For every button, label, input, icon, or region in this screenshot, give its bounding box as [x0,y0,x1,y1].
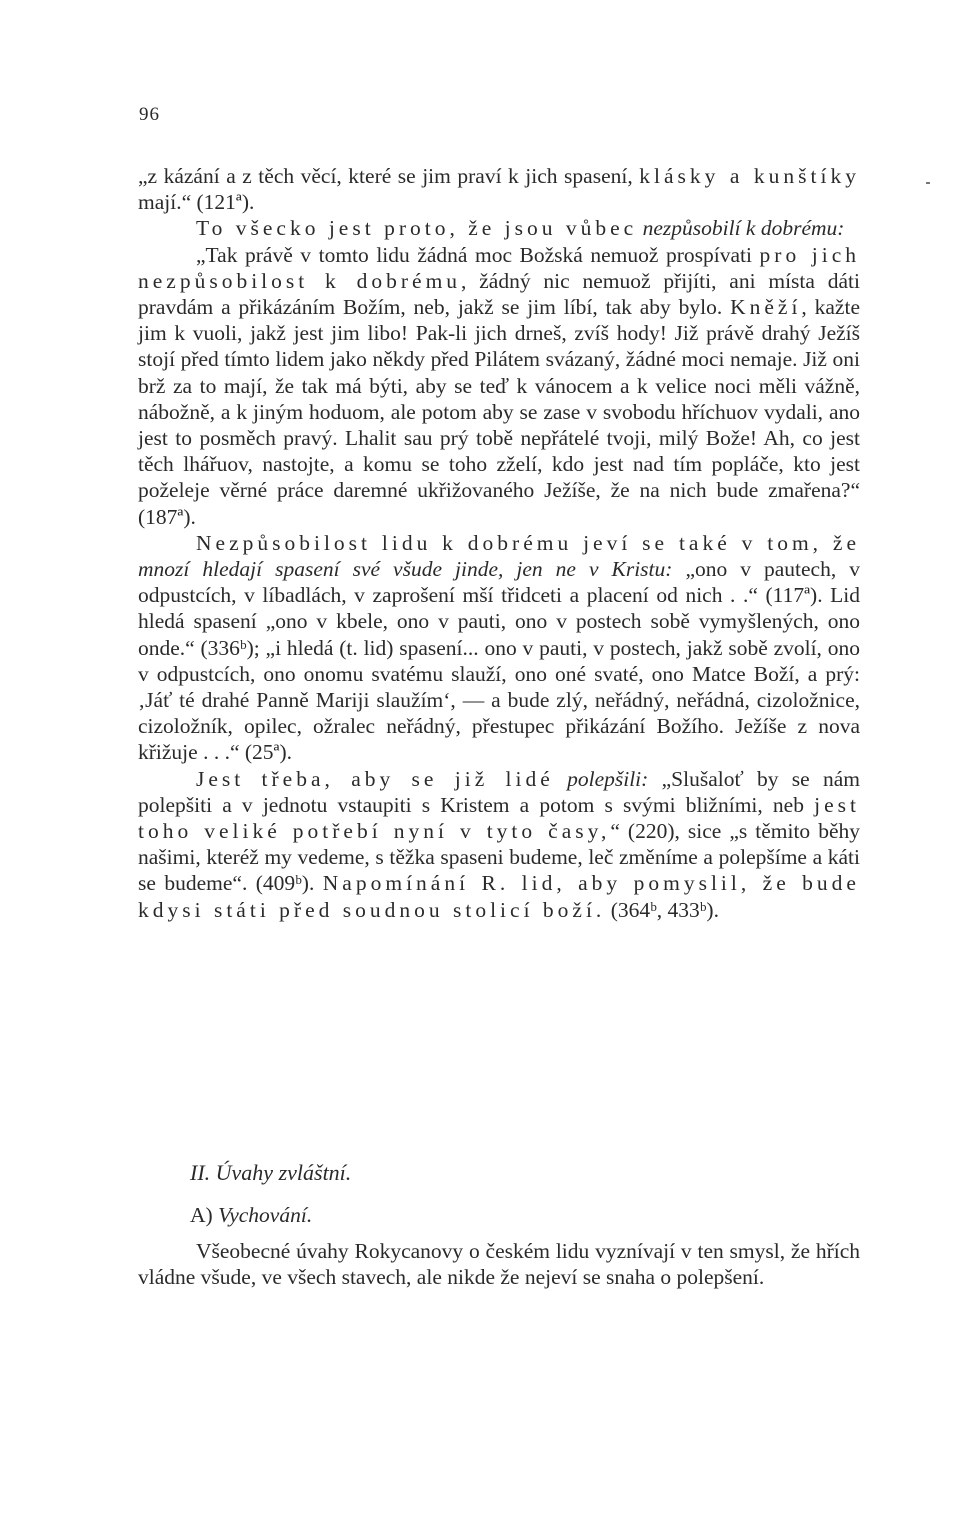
page-number: 96 [139,104,160,125]
spaced-emphasis: To všecko jest proto, že jsou vůbec [196,216,638,241]
spaced-emphasis: jest toho veliké potřebí nyní v tyto časy, [138,792,860,844]
main-text [138,163,860,923]
spaced-emphasis: pro jich nezpůsobilost k dobrému [138,242,860,293]
spaced-emphasis: klásky a kunštíky [639,164,860,188]
spaced-emphasis: Napomínání R. lid, aby pomyslil, že bude kdysi státi před soudnou stolicí boží. [138,871,860,922]
paragraph-2 [138,215,860,241]
paragraph-1: „z kázání a z těch věcí, které se jim praví k jich spasení, klásky a kunštíky mají.“ (121ª). [138,164,860,215]
italic-emphasis: mnozí hledají spasení své všude jinde, jen ne v Kristu: [138,557,673,582]
paragraph-5: Jest třeba, aby se již lidé polepšili: „Slušaloť by se nám polepšiti a v jednotu vstaupiti s Kristem a potom s svými bližními, neb jest toho veliké potřebí nyní v tyto časy,“ (220), sice „s těmito běhy našimi, kteréž my vedeme, s těžka spaseni budeme, leč změníme a polepšíme a káti se budeme“. (409ᵇ). Napomínání R. lid, aby pomyslil, že bude kdysi státi před soudnou stolicí boží. (364ᵇ, 433ᵇ). [138,766,861,922]
section-heading: II. Úvahy zvláštní. [190,1160,352,1185]
spaced-emphasis: Nezpůsobilost lidu k dobrému jeví se také v tom, že [196,530,860,555]
paragraph-6: Všeobecné úvahy Rokycanovy o českém lidu vyznívají v ten smysl, že hřích vládne všude, ve všech stavech, ale nikde že nejeví se snaha o polepšení. [138,1239,860,1290]
subsection-heading [190,1203,312,1228]
margin-mark [926,182,930,184]
spaced-emphasis: Kněží [730,295,802,320]
spaced-emphasis: Jest třeba, aby se již lidé [196,766,554,791]
italic-emphasis: polepšili: [553,766,649,791]
subsection-title: Vychování. [218,1203,313,1227]
italic-emphasis: nezpůsobilí k dobrému: [637,216,845,241]
paragraph-3: „Tak právě v tomto lidu žádná moc Božská nemuož prospívati pro jich nezpůsobilost k dobrému, žádný nic nemuož přijíti, ani místa dáti pravdám a přikázáním Božím, neb, jakž se jim líbí, tak aby bylo. Kněží, kažte jim k vuoli, jakž jest jim libo! Pak-li jich drneš, zvíš hody! Již právě drahý Ježíš stojí před tímto lidem jako někdy před Pilátem svázaný, žádné moci nemaje. Již oni brž za to mají, že tak má býti, aby se teď k vánocem a k velice noci měli vážně, nábožně, a k jiným hoduom, ale potom aby se zase v svobodu hříchuov vydali, ano jest to posměch pravý. Lhalit sau prý tobě nepřátelé tvoji, milý Bože! Ah, co jest těch lhářuov, nastojte, a komu se toho zželí, kdo jest nad tím popláče, kto jest poželeje věrné práce daremné ukřižovaného Ježíše, že na nich bude zmařena?“ (187ª). [138,242,860,529]
subsection-letter: A) [190,1203,213,1227]
section-text [138,1238,860,1290]
paragraph-4: Nezpůsobilost lidu k dobrému jeví se také v tom, že mnozí hledají spasení své všude jinde, jen ne v Kristu: „ono v pautech, v odpustcích, v líbadlách, v zaprošení mší třidceti a placení od nich . .“ (117ª). Lid hledá spasení „ono v kbele, ono v pauti, ono v postech sobě vymyšlených, ono onde.“ (336ᵇ); „i hledá (t. lid) spasení... ono v pauti, v postech, jakž sobě zvolí, ono v odpustcích, ono onomu svatému slauží, ono oné svaté, ono Matce Boží, a prý: ‚Jáť té drahé Panně Mariji slaužím‘, — a bude zlý, neřádný, neřádná, cizoložnice, cizoložník, opilec, ožralec neřádný, přestupec přikázání Božího. Ježíše z nova křižuje . . .“ (25ª). [138,530,860,765]
